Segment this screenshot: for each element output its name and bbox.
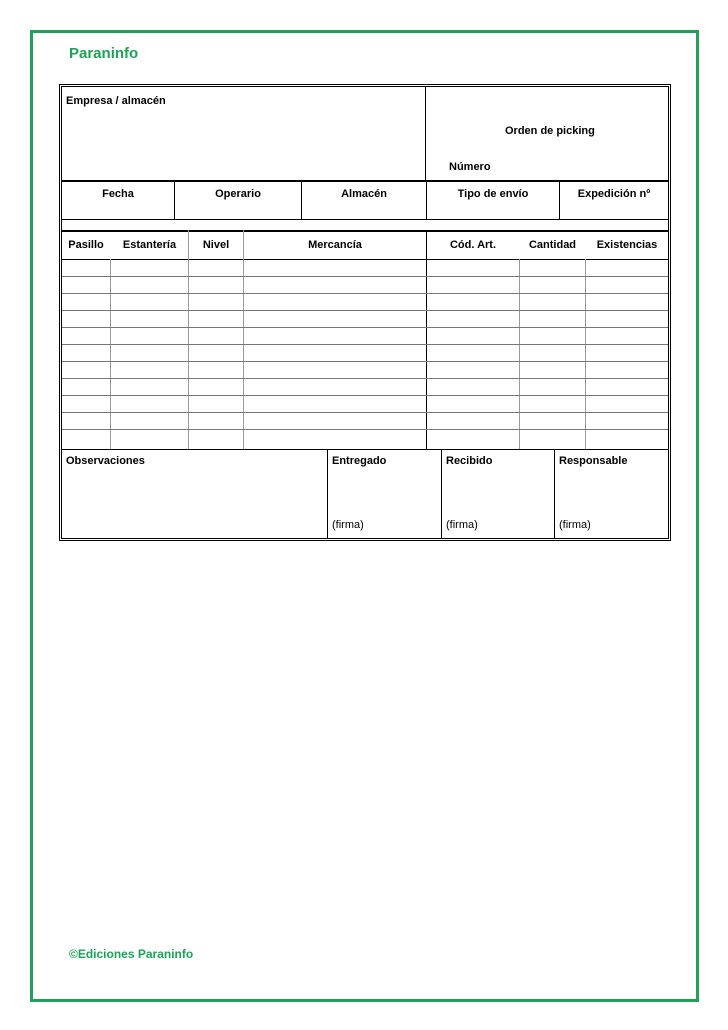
- grid-col-line: [519, 259, 520, 450]
- table-header-bottom: [62, 259, 668, 260]
- table-row: [62, 361, 668, 362]
- order-label: Orden de picking: [505, 125, 595, 137]
- footer-divider: [441, 449, 442, 538]
- table-row: [62, 276, 668, 277]
- table-row: [62, 327, 668, 328]
- responsible-signature: (firma): [559, 519, 591, 531]
- table-row: [62, 429, 668, 430]
- delivered-label: Entregado: [332, 455, 387, 467]
- number-label: Número: [449, 161, 491, 173]
- col-quantity: Cantidad: [528, 239, 577, 251]
- copyright-notice: ©Ediciones Paraninfo: [69, 947, 194, 961]
- grid-col-line: [426, 230, 427, 450]
- col-aisle: Pasillo: [68, 239, 104, 251]
- grid-col-line: [585, 259, 586, 450]
- shipping-type-label: Tipo de envío: [457, 188, 529, 200]
- table-row: [62, 412, 668, 413]
- received-signature: (firma): [446, 519, 478, 531]
- responsible-label: Responsable: [559, 455, 628, 467]
- col-item-code: Cód. Art.: [449, 239, 497, 251]
- footer-divider: [554, 449, 555, 538]
- col-level: Nivel: [202, 239, 230, 251]
- grid-col-line: [243, 230, 244, 450]
- col-stock: Existencias: [596, 239, 658, 251]
- header-bottom-line: [62, 180, 668, 182]
- header-divider: [425, 87, 426, 180]
- company-label: Empresa / almacén: [66, 95, 166, 107]
- table-row: [62, 378, 668, 379]
- picking-order-form: [59, 84, 671, 541]
- delivered-signature: (firma): [332, 519, 364, 531]
- received-label: Recibido: [446, 455, 493, 467]
- table-top-line: [62, 230, 668, 232]
- table-bottom-line: [62, 449, 668, 450]
- operator-label: Operario: [215, 188, 261, 200]
- footer-divider: [327, 449, 328, 538]
- observations-label: Observaciones: [66, 455, 145, 467]
- info-bottom-line: [62, 219, 668, 220]
- grid-col-line: [188, 230, 189, 450]
- col-shelf: Estantería: [122, 239, 177, 251]
- warehouse-label: Almacén: [341, 188, 387, 200]
- date-label: Fecha: [102, 188, 134, 200]
- table-row: [62, 395, 668, 396]
- col-goods: Mercancía: [308, 239, 362, 251]
- brand-title: Paraninfo: [69, 45, 139, 62]
- table-row: [62, 293, 668, 294]
- shipment-number-label: Expedición nº: [577, 188, 651, 200]
- table-row: [62, 310, 668, 311]
- grid-col-line: [110, 259, 111, 450]
- table-row: [62, 344, 668, 345]
